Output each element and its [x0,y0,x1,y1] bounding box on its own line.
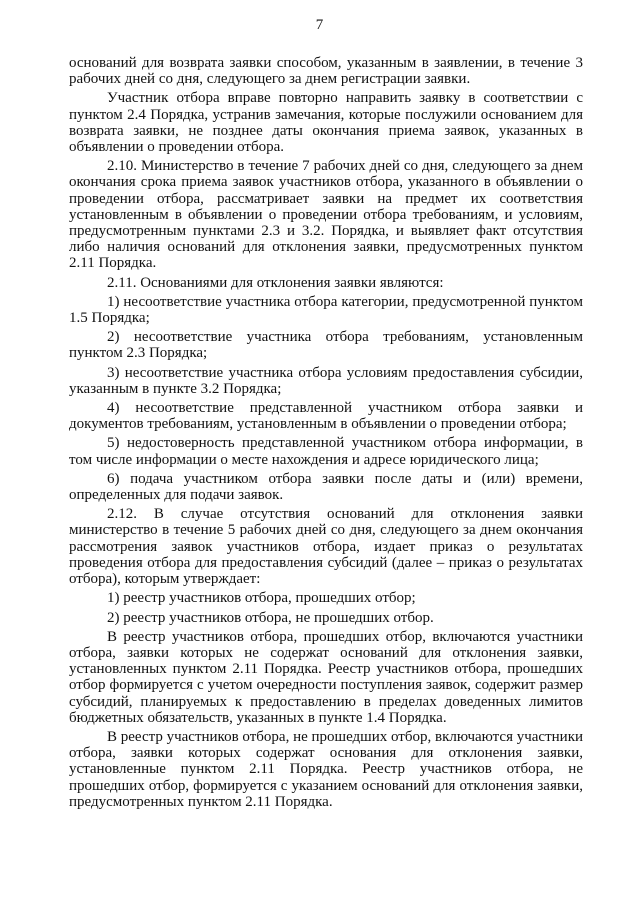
list-item-2-11-1: 1) несоответствие участника отбора категории, предусмотренной пунктом 1.5 Порядка; [69,293,583,327]
list-item-2-11-3: 3) несоответствие участника отбора условиям предоставления субсидии, указанным в пункте 3.2 Порядка; [69,364,583,397]
paragraph-rejected-registry: В реестр участников отбора, не прошедших отбор, включаются участники отбора, заявки которых содержат основания для отклонения заявки, установленные пунктом 2.11 Порядка. Реестр участников отбора, не прошедших отбор, формируется с указанием оснований для отклонения заявки, предусмотренных пунктом 2.11 Порядка. [69,728,584,810]
document-body [69,55,583,810]
list-item-2-11-5: 5) недостоверность представленной участником отбора информации, в том числе информации о месте нахождения и адресе юридического лица; [69,435,583,468]
paragraph-continuation: оснований для возврата заявки способом, указанным в заявлении, в течение 3 рабочих дней со дня, следующего за днем регистрации заявки. [69,55,583,88]
list-item-2-11-6: 6) подача участником отбора заявки после даты и (или) времени, определенных для подачи заявок. [69,470,583,504]
list-item-2-11-4: 4) несоответствие представленной участником отбора заявки и документов требованиям, установленным в объявлении о проведении отбора; [69,400,583,433]
list-item-2-12-1: 1) реестр участников отбора, прошедших отбор; [107,590,416,607]
paragraph-2-11: 2.11. Основаниями для отклонения заявки являются: [107,274,444,291]
list-item-2-12-2: 2) реестр участников отбора, не прошедших отбор. [107,609,434,626]
paragraph-resubmission: Участник отбора вправе повторно направить заявку в соответствии с пунктом 2.4 Порядка, устранив замечания, которые послужили основанием для возврата заявки, не позднее даты окончания приема заявок, указанных в объявлении о проведении отбора. [69,90,583,156]
paragraph-2-12: 2.12. В случае отсутствия оснований для отклонения заявки министерство в течение 5 рабочих дней со дня, следующего за днем окончания рассмотрения заявок участников отбора, издает приказ о результатах проведения отбора для предоставления субсидий (далее – приказ о результатах отбора), которым утверждает: [69,506,583,588]
list-item-2-11-2: 2) несоответствие участника отбора требованиям, установленным пунктом 2.3 Порядка; [69,329,583,362]
page-number: 7 [315,17,324,33]
paragraph-2-10: 2.10. Министерство в течение 7 рабочих дней со дня, следующего за днем окончания срока приема заявок участников отбора, указанного в объявлении о проведении отбора, рассматривает заявки на предмет их соответствия установленным в объявлении о проведении отбора требованиям, и условиям, предусмотренным пунктами 2.3 и 3.2. Порядка, и выявляет факт отсутствия либо наличия оснований для отклонения заявки, предусмотренных пунктом 2.11 Порядка. [69,158,583,272]
paragraph-passed-registry: В реестр участников отбора, прошедших отбор, включаются участники отбора, заявки которых не содержат оснований для отклонения заявки, установленных пунктом 2.11 Порядка. Реестр участников отбора, прошедших отбор формируется с учетом очередности поступления заявок, содержит размер субсидий, планируемых к предоставлению в пределах доведенных лимитов бюджетных обязательств, указанных в пункте 1.4 Порядка. [69,628,583,726]
